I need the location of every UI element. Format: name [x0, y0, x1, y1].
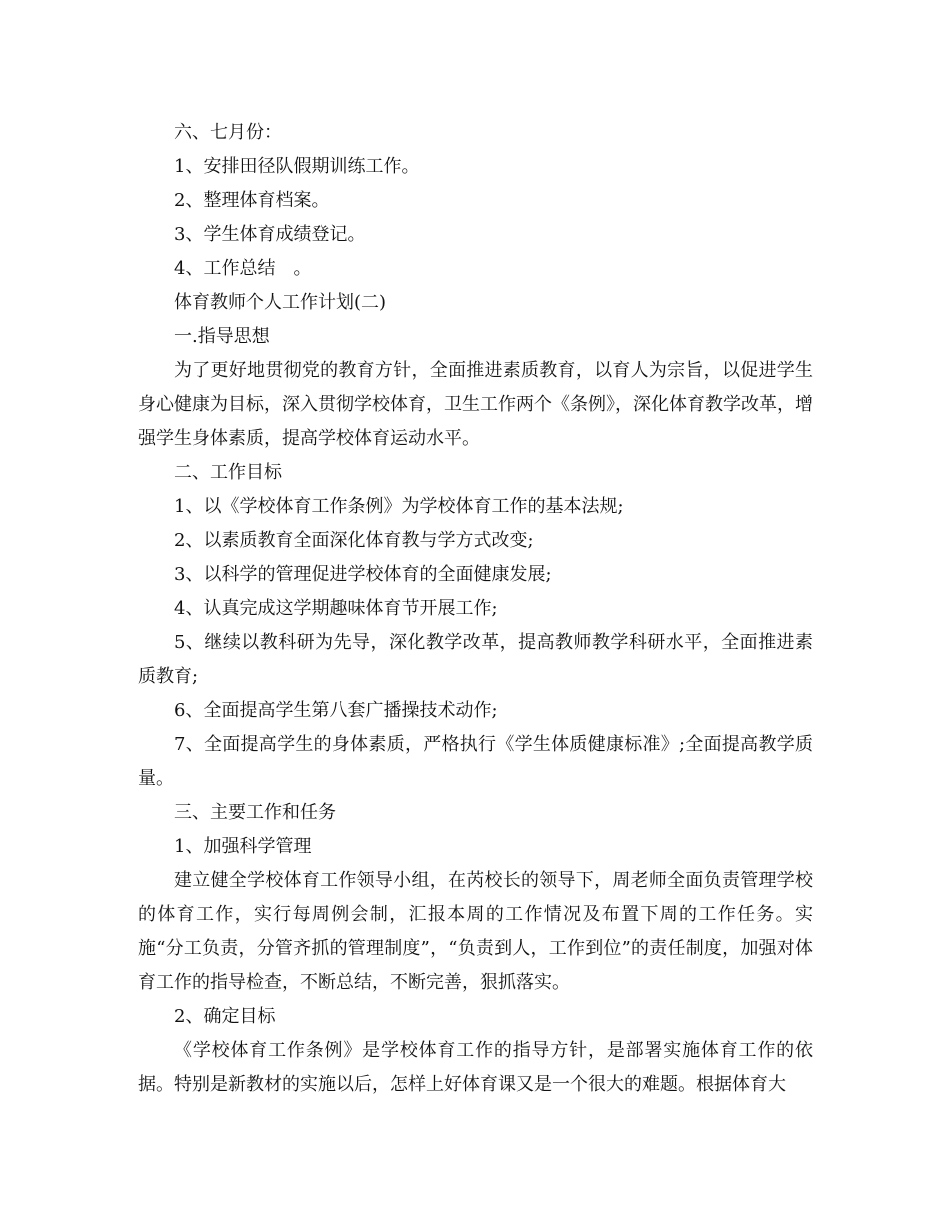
list-item: 7、全面提高学生的身体素质，严格执行《学生体质健康标准》;全面提高教学质量。: [138, 734, 813, 789]
list-item: 1、安排田径队假期训练工作。: [174, 156, 420, 177]
list-item: 5、继续以教科研为先导，深化教学改革，提高教师教学科研水平，全面推进素质教育;: [138, 632, 813, 687]
list-item: 3、学生体育成绩登记。: [174, 224, 366, 245]
body-paragraph: 建立健全学校体育工作领导小组，在芮校长的领导下，周老师全面负责管理学校的体育工作，实行每周例会制，汇报本周的工作情况及布置下周的工作任务。实施“分工负责，分管齐抓的管理制度”，“负责到人，工作到位”的责任制度，加强对体育工作的指导检查，不断总结，不断完善，狠抓落实。: [138, 870, 813, 993]
section-heading: 三、主要工作和任务: [174, 802, 336, 823]
section-heading: 一.指导思想: [174, 326, 270, 347]
list-item: 6、全面提高学生第八套广播操技术动作;: [174, 700, 498, 721]
body-paragraph: 为了更好地贯彻党的教育方针，全面推进素质教育，以育人为宗旨，以促进学生身心健康为目标，深入贯彻学校体育，卫生工作两个《条例》，深化体育教学改革，增强学生身体素质，提高学校体育运动水平。: [138, 360, 813, 449]
body-paragraph: 《学校体育工作条例》是学校体育工作的指导方针，是部署实施体育工作的依据。特别是新教材的实施以后，怎样上好体育课又是一个很大的难题。根据体育大: [138, 1040, 813, 1095]
subsection-heading: 1、加强科学管理: [174, 836, 312, 857]
subsection-heading: 2、确定目标: [174, 1006, 276, 1027]
list-item: 4、工作总结 。: [174, 258, 312, 279]
list-item: 2、以素质教育全面深化体育教与学方式改变;: [174, 530, 534, 551]
list-item: 3、以科学的管理促进学校体育的全面健康发展;: [174, 564, 552, 585]
document-body: [138, 116, 813, 1102]
document-title: 体育教师个人工作计划(二): [174, 292, 387, 313]
section-heading: 二、工作目标: [174, 462, 282, 483]
list-item: 4、认真完成这学期趣味体育节开展工作;: [174, 598, 498, 619]
list-item: 2、整理体育档案。: [174, 190, 330, 211]
list-item: 1、以《学校体育工作条例》为学校体育工作的基本法规;: [174, 496, 624, 517]
section-heading: 六、七月份：: [174, 122, 282, 143]
